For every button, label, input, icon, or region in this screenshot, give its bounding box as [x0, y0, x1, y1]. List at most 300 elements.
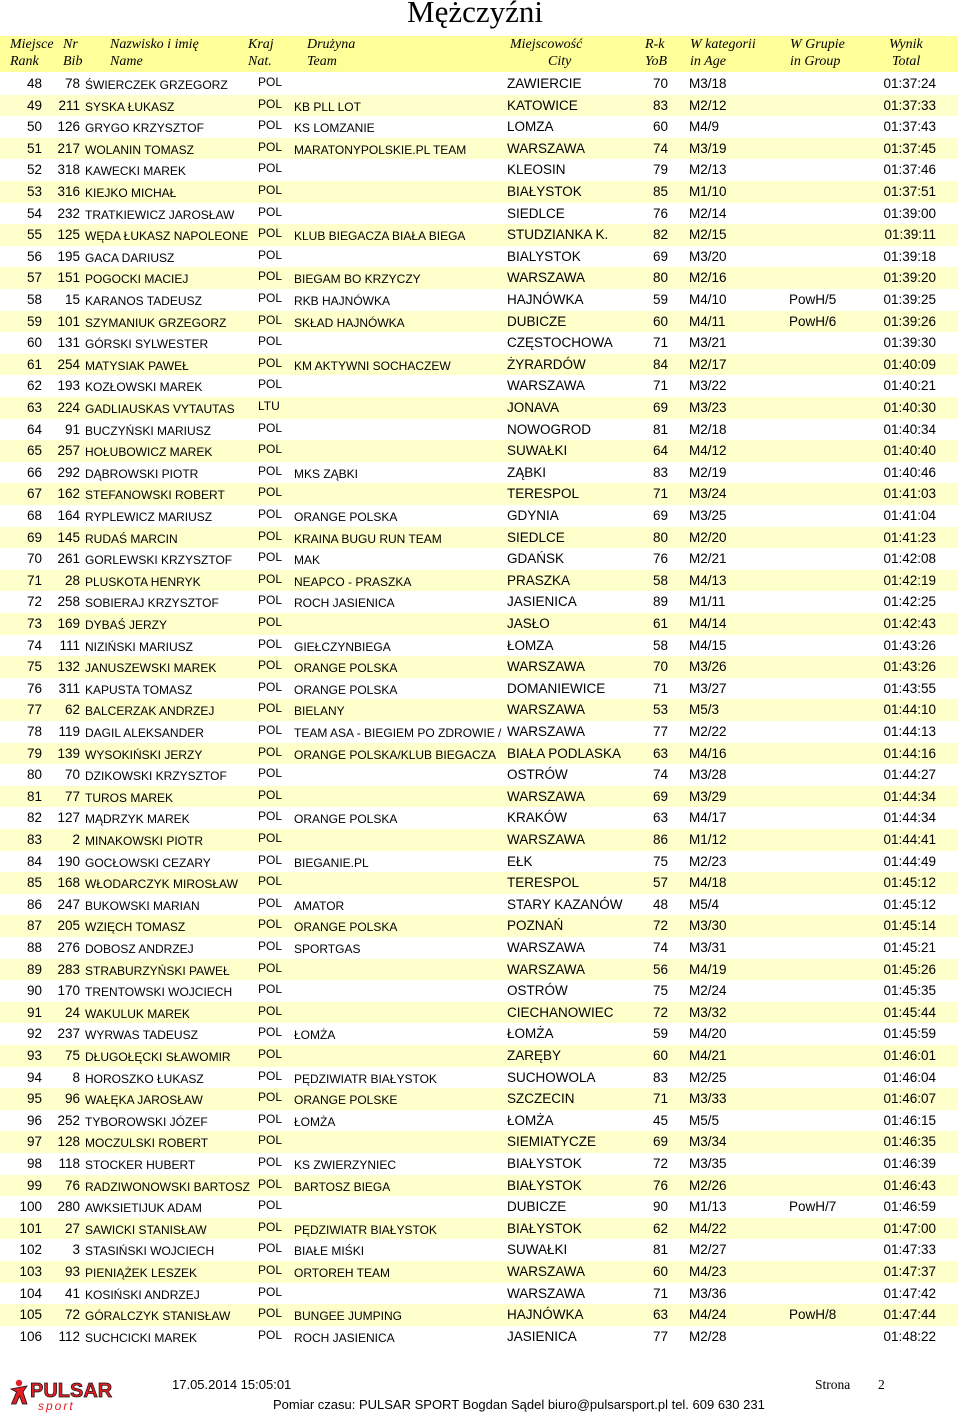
cell-total: 01:44:13	[883, 724, 936, 739]
cell-rank: 105	[19, 1307, 42, 1323]
cell-age-cat: M3/33	[689, 1091, 727, 1107]
cell-rank: 90	[26, 983, 42, 999]
cell-name: DĄBROWSKI PIOTR	[85, 466, 199, 481]
cell-team: KM AKTYWNI SOCHACZEW	[294, 358, 451, 373]
cell-name: MĄDRZYK MAREK	[85, 812, 190, 827]
cell-total: 01:40:40	[883, 443, 936, 459]
cell-nat: POL	[258, 161, 283, 176]
cell-yob: 75	[653, 853, 669, 869]
column-header-rank	[10, 36, 54, 70]
cell-total: 01:37:24	[883, 76, 936, 91]
cell-age-cat: M4/24	[689, 1307, 727, 1323]
cell-city: BIAŁA PODLASKA	[507, 745, 622, 761]
cell-rank: 79	[26, 745, 42, 761]
cell-total: 01:39:11	[884, 227, 936, 243]
cell-name: NIZIŃSKI MARIUSZ	[85, 639, 194, 654]
cell-team: ROCH JASIENICA	[294, 596, 395, 611]
cell-city: LOMZA	[507, 119, 554, 135]
cell-nat: POL	[258, 247, 283, 262]
cell-city: OSTRÓW	[507, 767, 568, 783]
cell-name: KARANOS TADEUSZ	[85, 294, 202, 308]
cell-total: 01:47:00	[883, 1220, 936, 1236]
result-row	[0, 699, 958, 721]
cell-yob: 81	[653, 421, 669, 437]
cell-yob: 77	[653, 1328, 669, 1344]
cell-name: DYBAŚ JERZY	[85, 618, 168, 632]
cell-total: 01:41:04	[883, 508, 936, 523]
cell-age-cat: M2/15	[689, 227, 727, 243]
cell-total: 01:42:43	[883, 616, 936, 631]
cell-name: BALCERZAK ANDRZEJ	[85, 704, 215, 719]
cell-yob: 63	[653, 745, 669, 761]
cell-name: WYSOKIŃSKI JERZY	[85, 747, 203, 762]
cell-age-cat: M2/25	[689, 1069, 727, 1085]
cell-total: 01:46:35	[883, 1134, 936, 1150]
cell-name: MINAKOWSKI PIOTR	[85, 834, 204, 848]
cell-city: SUCHOWOLA	[507, 1069, 596, 1085]
result-row	[0, 73, 958, 95]
cell-age-cat: M2/20	[689, 529, 727, 545]
cell-age-cat: M4/21	[689, 1048, 727, 1063]
runner-icon	[11, 1380, 27, 1404]
cell-bib: 151	[57, 270, 80, 286]
cell-city: KLEOSIN	[507, 162, 566, 178]
cell-age-cat: M1/10	[689, 184, 727, 199]
cell-city: JASIENICA	[507, 1328, 577, 1344]
cell-age-cat: M3/20	[689, 248, 727, 264]
cell-bib: 211	[58, 97, 80, 113]
result-row	[0, 332, 958, 354]
cell-team: ŁOMŻA	[294, 1114, 336, 1129]
result-row	[0, 872, 958, 894]
cell-group: PowH/7	[789, 1199, 837, 1215]
cell-total: 01:46:01	[883, 1048, 936, 1063]
cell-nat: POL	[258, 1111, 283, 1126]
cell-nat: POL	[258, 744, 283, 759]
cell-total: 01:44:41	[883, 832, 936, 847]
pulsar-sport-logo	[8, 1375, 114, 1413]
cell-total: 01:48:22	[883, 1328, 936, 1344]
result-row	[0, 159, 958, 181]
cell-name: GORLEWSKI KRZYSZTOF	[85, 553, 233, 568]
cell-team: GIEŁCZYNBIEGA	[294, 639, 391, 654]
cell-rank: 98	[26, 1156, 42, 1171]
cell-yob: 83	[653, 97, 669, 113]
cell-yob: 48	[653, 896, 669, 912]
result-row	[0, 1196, 958, 1218]
cell-rank: 103	[19, 1264, 42, 1279]
cell-total: 01:41:23	[883, 529, 936, 545]
result-row	[0, 678, 958, 700]
cell-name: TRENTOWSKI WOJCIECH	[85, 985, 233, 1000]
cell-rank: 104	[19, 1285, 42, 1301]
cell-rank: 72	[26, 594, 42, 610]
cell-rank: 51	[26, 140, 42, 156]
cell-bib: 8	[72, 1069, 80, 1085]
result-row	[0, 397, 958, 419]
cell-name: BUKOWSKI MARIAN	[85, 898, 200, 913]
cell-total: 01:39:26	[883, 313, 936, 329]
cell-nat: POL	[258, 1155, 283, 1169]
cell-city: POZNAŃ	[507, 918, 564, 934]
cell-bib: 91	[64, 421, 80, 437]
cell-bib: 3	[72, 1242, 80, 1258]
cell-team: MAK	[294, 553, 321, 568]
cell-city: STUDZIANKA K.	[507, 227, 609, 243]
cell-age-cat: M4/13	[689, 572, 727, 588]
cell-age-cat: M2/12	[689, 97, 727, 113]
cell-rank: 65	[26, 443, 42, 459]
column-header-label: Nazwisko i imię	[110, 37, 199, 52]
cell-yob: 75	[653, 983, 669, 999]
cell-city: SUWAŁKI	[507, 443, 568, 459]
cell-nat: POL	[258, 1090, 283, 1105]
cell-team: MARATONYPOLSKIE.PL TEAM	[294, 142, 467, 157]
cell-age-cat: M5/4	[689, 896, 720, 912]
cell-nat: POL	[258, 204, 283, 219]
cell-yob: 69	[653, 1134, 669, 1150]
result-row	[0, 224, 958, 246]
cell-age-cat: M4/17	[689, 810, 727, 826]
result-row	[0, 851, 958, 873]
cell-city: WARSZAWA	[507, 961, 585, 977]
cell-name: ŚWIERCZEK GRZEGORZ	[85, 78, 228, 92]
cell-rank: 84	[26, 853, 42, 869]
cell-total: 01:37:33	[883, 97, 936, 113]
result-row	[0, 915, 958, 937]
cell-rank: 97	[26, 1134, 42, 1150]
cell-yob: 62	[653, 1220, 669, 1236]
cell-age-cat: M3/29	[689, 788, 727, 804]
cell-name: DŁUGOŁĘCKI SŁAWOMIR	[85, 1050, 231, 1064]
cell-nat: POL	[258, 485, 283, 500]
cell-city: WARSZAWA	[507, 140, 585, 156]
cell-city: DUBICZE	[507, 1199, 567, 1215]
cell-age-cat: M3/18	[689, 76, 727, 91]
cell-total: 01:39:30	[883, 335, 936, 351]
column-header-label: Team	[307, 54, 337, 69]
cell-team: KS LOMZANIE	[294, 121, 375, 136]
cell-rank: 87	[26, 918, 42, 934]
cell-total: 01:46:59	[883, 1199, 936, 1215]
cell-nat: POL	[258, 1003, 283, 1018]
cell-total: 01:37:46	[883, 162, 936, 178]
result-row	[0, 786, 958, 808]
cell-bib: 168	[57, 875, 80, 891]
cell-rank: 69	[26, 529, 42, 545]
cell-bib: 127	[57, 810, 80, 826]
cell-name: RYPLEWICZ MARIUSZ	[85, 510, 213, 524]
cell-total: 01:44:49	[883, 853, 936, 869]
result-row	[0, 95, 958, 117]
cell-name: DZIKOWSKI KRZYSZTOF	[85, 769, 227, 784]
cell-bib: 261	[57, 551, 80, 567]
cell-bib: 139	[57, 745, 80, 761]
cell-city: SIEMIATYCZE	[507, 1134, 597, 1150]
cell-rank: 81	[26, 788, 42, 804]
cell-city: STARY KAZANÓW	[507, 896, 623, 912]
column-header-group	[790, 36, 845, 70]
cell-nat: POL	[258, 1263, 283, 1277]
cell-age-cat: M3/35	[689, 1156, 727, 1171]
cell-rank: 70	[26, 551, 42, 567]
result-row	[0, 570, 958, 592]
cell-name: KIEJKO MICHAŁ	[85, 186, 177, 200]
result-row	[0, 1002, 958, 1024]
logo-wordmark: PULSAR	[30, 1380, 113, 1402]
cell-bib: 232	[57, 205, 80, 221]
cell-age-cat: M4/16	[689, 745, 727, 761]
cell-bib: 119	[58, 724, 80, 739]
cell-city: HAJNÓWKA	[507, 292, 584, 307]
cell-total: 01:42:08	[883, 551, 936, 567]
cell-team: BIELANY	[294, 704, 345, 719]
page-label: Strona	[815, 1377, 851, 1392]
cell-yob: 76	[653, 205, 669, 221]
cell-city: WARSZAWA	[507, 1264, 585, 1279]
cell-rank: 73	[26, 616, 42, 631]
cell-nat: POL	[258, 550, 283, 565]
cell-rank: 56	[26, 248, 42, 264]
cell-team: ORANGE POLSKA	[294, 682, 398, 697]
result-row	[0, 1067, 958, 1089]
cell-bib: 224	[57, 400, 80, 415]
cell-team: BIAŁE MIŚKI	[294, 1244, 365, 1259]
result-row	[0, 354, 958, 376]
cell-team: ORANGE POLSKE	[294, 1093, 398, 1108]
cell-city: SIEDLCE	[507, 205, 565, 221]
cell-age-cat: M2/17	[689, 356, 727, 372]
cell-total: 01:45:35	[883, 983, 936, 999]
cell-nat: POL	[258, 1327, 283, 1342]
cell-name: WZIĘCH TOMASZ	[85, 920, 186, 935]
column-header-age-category	[690, 36, 756, 70]
cell-nat: POL	[258, 895, 283, 910]
column-header-label: Miejsce	[10, 37, 54, 52]
cell-yob: 74	[653, 767, 669, 783]
cell-yob: 45	[653, 1112, 669, 1128]
cell-age-cat: M5/5	[689, 1112, 720, 1128]
cell-team: SKŁAD HAJNÓWKA	[294, 315, 405, 330]
cell-bib: 112	[58, 1328, 80, 1344]
result-row	[0, 440, 958, 462]
cell-team: RKB HAJNÓWKA	[294, 294, 391, 308]
cell-total: 01:46:43	[883, 1177, 936, 1193]
cell-city: JASIENICA	[507, 594, 577, 610]
cell-name: KOZŁOWSKI MAREK	[85, 380, 203, 395]
cell-bib: 15	[64, 292, 80, 307]
cell-team: PĘDZIWIATR BIAŁYSTOK	[294, 1071, 437, 1086]
cell-nat: POL	[258, 1198, 283, 1213]
cell-nat: POL	[258, 1306, 283, 1321]
result-row	[0, 721, 958, 743]
cell-city: WARSZAWA	[507, 1285, 585, 1301]
column-header-label: W kategorii	[690, 37, 756, 52]
cell-team: ORANGE POLSKA	[294, 920, 398, 935]
cell-bib: 258	[57, 594, 80, 610]
cell-total: 01:39:00	[883, 205, 936, 221]
column-header-city	[510, 36, 582, 70]
cell-group: PowH/6	[789, 313, 837, 329]
column-header-label: W Grupie	[790, 37, 845, 52]
cell-nat: POL	[258, 507, 283, 521]
logo-subtitle: sport	[38, 1399, 75, 1413]
cell-age-cat: M2/14	[689, 205, 727, 221]
cell-total: 01:40:21	[883, 378, 936, 394]
result-row	[0, 116, 958, 138]
cell-city: WARSZAWA	[507, 832, 585, 847]
cell-team: AMATOR	[294, 898, 345, 913]
cell-age-cat: M3/26	[689, 659, 727, 675]
cell-yob: 80	[653, 529, 669, 545]
cell-bib: 131	[57, 335, 80, 351]
cell-yob: 56	[653, 961, 669, 977]
cell-yob: 86	[653, 832, 669, 847]
cell-name: STEFANOWSKI ROBERT	[85, 488, 225, 503]
cell-team: ORANGE POLSKA	[294, 812, 398, 827]
cell-rank: 88	[26, 940, 42, 955]
cell-team: ORANGE POLSKA	[294, 661, 398, 676]
cell-age-cat: M1/12	[689, 832, 727, 847]
result-row	[0, 1153, 958, 1175]
cell-rank: 82	[26, 810, 42, 826]
cell-city: HAJNÓWKA	[507, 1307, 584, 1323]
cell-rank: 52	[26, 162, 42, 178]
cell-yob: 60	[653, 313, 669, 329]
column-header-label: Total	[892, 54, 921, 69]
cell-yob: 69	[653, 788, 669, 804]
cell-yob: 71	[653, 486, 669, 502]
cell-name: STASIŃSKI WOJCIECH	[85, 1244, 215, 1259]
cell-nat: POL	[258, 701, 283, 716]
cell-name: DAGIL ALEKSANDER	[85, 726, 204, 740]
result-row	[0, 203, 958, 225]
cell-name: KAWECKI MAREK	[85, 164, 186, 179]
cell-nat: POL	[258, 528, 283, 543]
cell-yob: 69	[653, 400, 669, 415]
result-row	[0, 1045, 958, 1067]
cell-bib: 316	[57, 184, 80, 199]
column-header-label: Drużyna	[307, 37, 356, 52]
cell-age-cat: M3/23	[689, 400, 727, 415]
cell-nat: POL	[258, 636, 283, 651]
cell-age-cat: M3/27	[689, 680, 727, 696]
cell-total: 01:40:09	[883, 356, 936, 372]
cell-city: BIAŁYSTOK	[507, 1220, 582, 1236]
cell-bib: 280	[57, 1199, 80, 1215]
cell-name: SAWICKI STANISŁAW	[85, 1222, 207, 1237]
cell-nat: POL	[258, 355, 283, 370]
cell-bib: 193	[57, 378, 80, 394]
result-row	[0, 311, 958, 333]
cell-team: TEAM ASA - BIEGIEM PO ZDROWIE /	[294, 726, 502, 740]
result-row	[0, 656, 958, 678]
cell-yob: 70	[653, 659, 669, 675]
cell-nat: POL	[258, 766, 283, 781]
cell-city: CIECHANOWIEC	[507, 1004, 614, 1020]
cell-age-cat: M4/18	[689, 875, 727, 891]
cell-total: 01:41:03	[883, 486, 936, 502]
result-row	[0, 591, 958, 613]
cell-total: 01:45:44	[883, 1004, 936, 1020]
result-row	[0, 1283, 958, 1305]
cell-total: 01:40:30	[883, 400, 936, 415]
cell-city: BIAŁYSTOK	[507, 1156, 582, 1171]
column-header-label: City	[548, 54, 572, 69]
cell-bib: 118	[58, 1156, 80, 1171]
cell-city: TERESPOL	[507, 875, 580, 891]
cell-city: WARSZAWA	[507, 724, 585, 739]
cell-total: 01:47:33	[883, 1242, 936, 1258]
cell-age-cat: M4/22	[689, 1220, 727, 1236]
cell-team: SPORTGAS	[294, 942, 361, 956]
cell-city: JASŁO	[507, 616, 550, 631]
cell-bib: 257	[57, 443, 80, 459]
cell-nat: POL	[258, 809, 283, 824]
cell-group: PowH/5	[789, 292, 837, 307]
column-header-label: Nr	[63, 37, 78, 52]
cell-bib: 205	[57, 918, 80, 934]
cell-rank: 83	[26, 832, 42, 847]
cell-yob: 71	[653, 1285, 669, 1301]
cell-rank: 89	[26, 961, 42, 977]
cell-rank: 59	[26, 313, 42, 329]
cell-age-cat: M2/16	[689, 270, 727, 286]
result-row	[0, 1175, 958, 1197]
cell-bib: 217	[57, 140, 80, 156]
cell-age-cat: M3/21	[689, 335, 727, 351]
cell-rank: 66	[26, 464, 42, 480]
cell-nat: POL	[258, 312, 283, 327]
cell-name: SYSKA ŁUKASZ	[85, 99, 175, 114]
cell-bib: 318	[57, 162, 80, 178]
cell-yob: 63	[653, 1307, 669, 1323]
cell-team: BIEGANIE.PL	[294, 855, 369, 870]
cell-total: 01:47:42	[883, 1285, 936, 1301]
result-row	[0, 375, 958, 397]
cell-nat: POL	[258, 1284, 283, 1299]
cell-rank: 80	[26, 767, 42, 783]
result-row	[0, 1239, 958, 1261]
result-row	[0, 980, 958, 1002]
cell-total: 01:43:26	[883, 659, 936, 675]
cell-name: JANUSZEWSKI MAREK	[85, 661, 217, 676]
cell-city: GDAŃSK	[507, 551, 565, 567]
result-row	[0, 1023, 958, 1045]
result-row	[0, 829, 958, 851]
cell-nat: POL	[258, 1133, 283, 1148]
cell-team: ŁOMŻA	[294, 1028, 336, 1043]
cell-city: BIALYSTOK	[507, 248, 581, 264]
cell-city: SIEDLCE	[507, 529, 565, 545]
cell-bib: 93	[64, 1264, 80, 1279]
cell-yob: 82	[653, 227, 669, 243]
cell-bib: 276	[57, 940, 80, 955]
cell-rank: 58	[26, 292, 42, 307]
cell-team: KLUB BIEGACZA BIAŁA BIEGA	[294, 229, 466, 244]
cell-city: NOWOGROD	[507, 421, 591, 437]
cell-bib: 237	[57, 1026, 80, 1042]
cell-rank: 101	[19, 1220, 42, 1236]
cell-total: 01:43:55	[883, 680, 936, 696]
cell-name: SZYMANIUK GRZEGORZ	[85, 315, 227, 330]
cell-city: BIAŁYSTOK	[507, 184, 582, 199]
cell-rank: 96	[26, 1112, 42, 1128]
cell-name: GÓRSKI SYLWESTER	[85, 337, 209, 352]
cell-city: ZAWIERCIE	[507, 76, 582, 91]
cell-total: 01:37:45	[883, 140, 936, 156]
cell-team: KRAINA BUGU RUN TEAM	[294, 531, 442, 546]
